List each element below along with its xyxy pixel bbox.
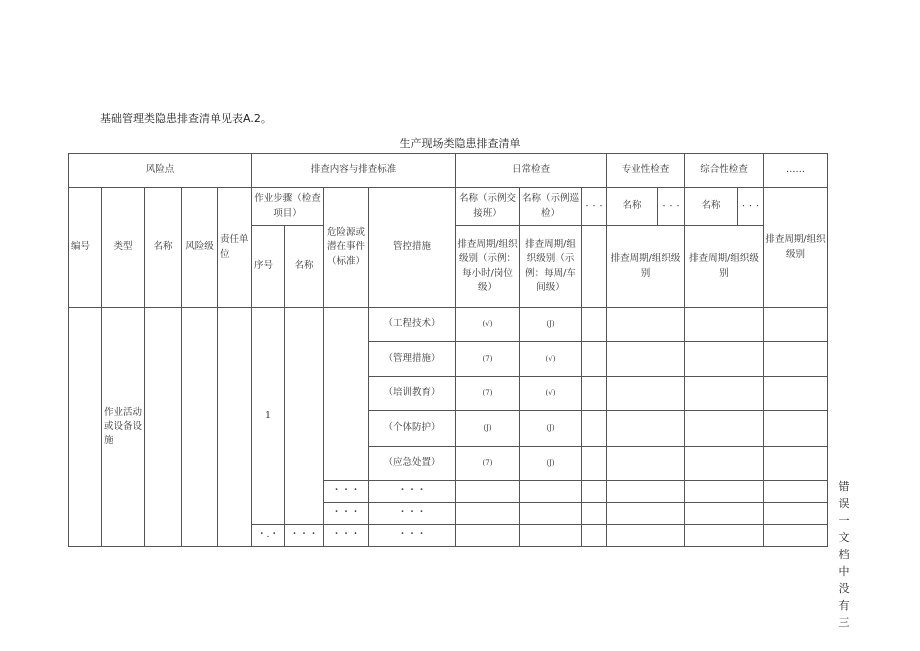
measure-cell: （培训教育） xyxy=(369,377,456,411)
daily-period-2-header: 排查周期/组织级别（示例：每周/车间级） xyxy=(520,226,582,308)
hazard-source-cell xyxy=(324,308,369,481)
empty-cell xyxy=(607,503,685,525)
daily-period-3-cell xyxy=(582,226,607,308)
step-name-dots-cell: ・・・ xyxy=(285,525,324,547)
empty-cell xyxy=(764,447,828,481)
side-char: 三 xyxy=(838,616,850,629)
responsible-unit-header: 责任单位 xyxy=(218,188,252,308)
empty-cell xyxy=(582,308,607,342)
daily-mark-2: (J) xyxy=(520,308,582,342)
empty-cell xyxy=(582,525,607,547)
measure-cell: （工程技术） xyxy=(369,308,456,342)
hazard-dots-cell: ・・・ xyxy=(324,503,369,525)
control-measures-header: 管控措施 xyxy=(369,188,456,308)
empty-cell xyxy=(582,411,607,447)
more-period-header: 排查周期/组织级别 xyxy=(764,188,828,308)
empty-cell xyxy=(607,308,685,342)
empty-cell xyxy=(582,342,607,377)
more-header: …… xyxy=(764,154,828,188)
table-row xyxy=(69,308,828,342)
daily-mark-2: (J) xyxy=(520,447,582,481)
empty-cell xyxy=(456,525,520,547)
empty-cell xyxy=(764,481,828,503)
empty-cell xyxy=(764,503,828,525)
hazard-checklist-table xyxy=(68,153,828,547)
daily-mark-2: (√) xyxy=(520,377,582,411)
empty-cell xyxy=(607,525,685,547)
name-cell xyxy=(145,308,182,547)
empty-cell xyxy=(582,503,607,525)
empty-cell xyxy=(607,411,685,447)
daily-mark-1: (√) xyxy=(456,308,520,342)
empty-cell xyxy=(764,525,828,547)
daily-dots-header: ・・・ xyxy=(582,188,607,226)
table-title: 生产现场类隐患排查清单 xyxy=(399,137,521,150)
measure-cell: （管理措施） xyxy=(369,342,456,377)
step-name-cell xyxy=(285,308,324,525)
empty-cell xyxy=(456,503,520,525)
side-char: 档 xyxy=(838,548,850,561)
header-row-1 xyxy=(69,154,828,188)
number-header: 编号 xyxy=(69,188,102,308)
measure-cell: （应急处置） xyxy=(369,447,456,481)
type-header: 类型 xyxy=(102,188,145,308)
empty-cell xyxy=(685,447,764,481)
empty-cell xyxy=(520,481,582,503)
type-cell: 作业活动或设备设施 xyxy=(102,308,145,547)
empty-cell xyxy=(607,377,685,411)
side-char: 一 xyxy=(838,514,850,527)
empty-cell xyxy=(582,481,607,503)
comprehensive-check-header: 综合性检查 xyxy=(685,154,764,188)
empty-cell xyxy=(520,525,582,547)
step-name-header: 名称 xyxy=(285,226,324,308)
empty-cell xyxy=(456,481,520,503)
work-step-header: 作业步骤（检查项目） xyxy=(252,188,324,226)
responsible-unit-cell xyxy=(218,308,252,547)
side-char: 误 xyxy=(838,497,850,510)
empty-cell xyxy=(685,481,764,503)
daily-period-1-header: 排查周期/组织级别（示例：每小时/岗位级） xyxy=(456,226,520,308)
daily-mark-1: (7) xyxy=(456,342,520,377)
measure-cell: （个体防护） xyxy=(369,411,456,447)
daily-name-2-header: 名称（示例巡检） xyxy=(520,188,582,226)
risk-level-header: 风险级 xyxy=(182,188,218,308)
seq-header: 序号 xyxy=(252,226,285,308)
empty-cell xyxy=(764,411,828,447)
empty-cell xyxy=(685,503,764,525)
measure-dots-cell: ・・・ xyxy=(369,481,456,503)
empty-cell xyxy=(685,377,764,411)
comp-dots-header: ・・・ xyxy=(738,188,764,226)
empty-cell xyxy=(607,481,685,503)
side-error-note xyxy=(837,478,851,631)
empty-cell xyxy=(764,342,828,377)
hazard-dots-cell: ・・・ xyxy=(324,481,369,503)
daily-name-1-header: 名称（示例交接班） xyxy=(456,188,520,226)
empty-cell xyxy=(685,308,764,342)
seq-cell: 1 xyxy=(252,308,285,525)
daily-check-header: 日常检查 xyxy=(456,154,607,188)
side-char: 文 xyxy=(838,531,850,544)
side-char: 中 xyxy=(838,565,850,578)
side-char: 没 xyxy=(838,582,850,595)
hazard-source-header: 危险源或潜在事件（标准） xyxy=(324,188,369,308)
empty-cell xyxy=(764,377,828,411)
seq-dots-cell: ・.・ xyxy=(252,525,285,547)
side-char: 错 xyxy=(838,480,850,493)
special-period-header: 排查周期/组织级别 xyxy=(607,226,685,308)
daily-mark-2: (√) xyxy=(520,342,582,377)
header-row-2 xyxy=(69,188,828,226)
empty-cell xyxy=(582,377,607,411)
daily-mark-2: (J) xyxy=(520,411,582,447)
empty-cell xyxy=(764,308,828,342)
special-check-header: 专业性检查 xyxy=(607,154,685,188)
empty-cell xyxy=(685,525,764,547)
empty-cell xyxy=(520,503,582,525)
intro-text: 基础管理类隐患排查清单见表A.2。 xyxy=(100,112,272,125)
hazard-dots-cell: ・・・ xyxy=(324,525,369,547)
empty-cell xyxy=(607,447,685,481)
risk-point-header: 风险点 xyxy=(69,154,252,188)
risk-level-cell xyxy=(182,308,218,547)
check-content-header: 排查内容与排查标准 xyxy=(252,154,456,188)
measure-dots-cell: ・・・ xyxy=(369,503,456,525)
empty-cell xyxy=(582,447,607,481)
measure-dots-cell: ・・・ xyxy=(369,525,456,547)
comp-name-header: 名称 xyxy=(685,188,738,226)
number-cell xyxy=(69,308,102,547)
empty-cell xyxy=(685,411,764,447)
comp-period-header: 排查周期/组织级别 xyxy=(685,226,764,308)
daily-mark-1: (7) xyxy=(456,377,520,411)
special-dots-header: ・・・ xyxy=(658,188,685,226)
side-char: 有 xyxy=(838,599,850,612)
special-name-header: 名称 xyxy=(607,188,658,226)
name-header: 名称 xyxy=(145,188,182,308)
daily-mark-1: (J) xyxy=(456,411,520,447)
empty-cell xyxy=(607,342,685,377)
daily-mark-1: (7) xyxy=(456,447,520,481)
empty-cell xyxy=(685,342,764,377)
